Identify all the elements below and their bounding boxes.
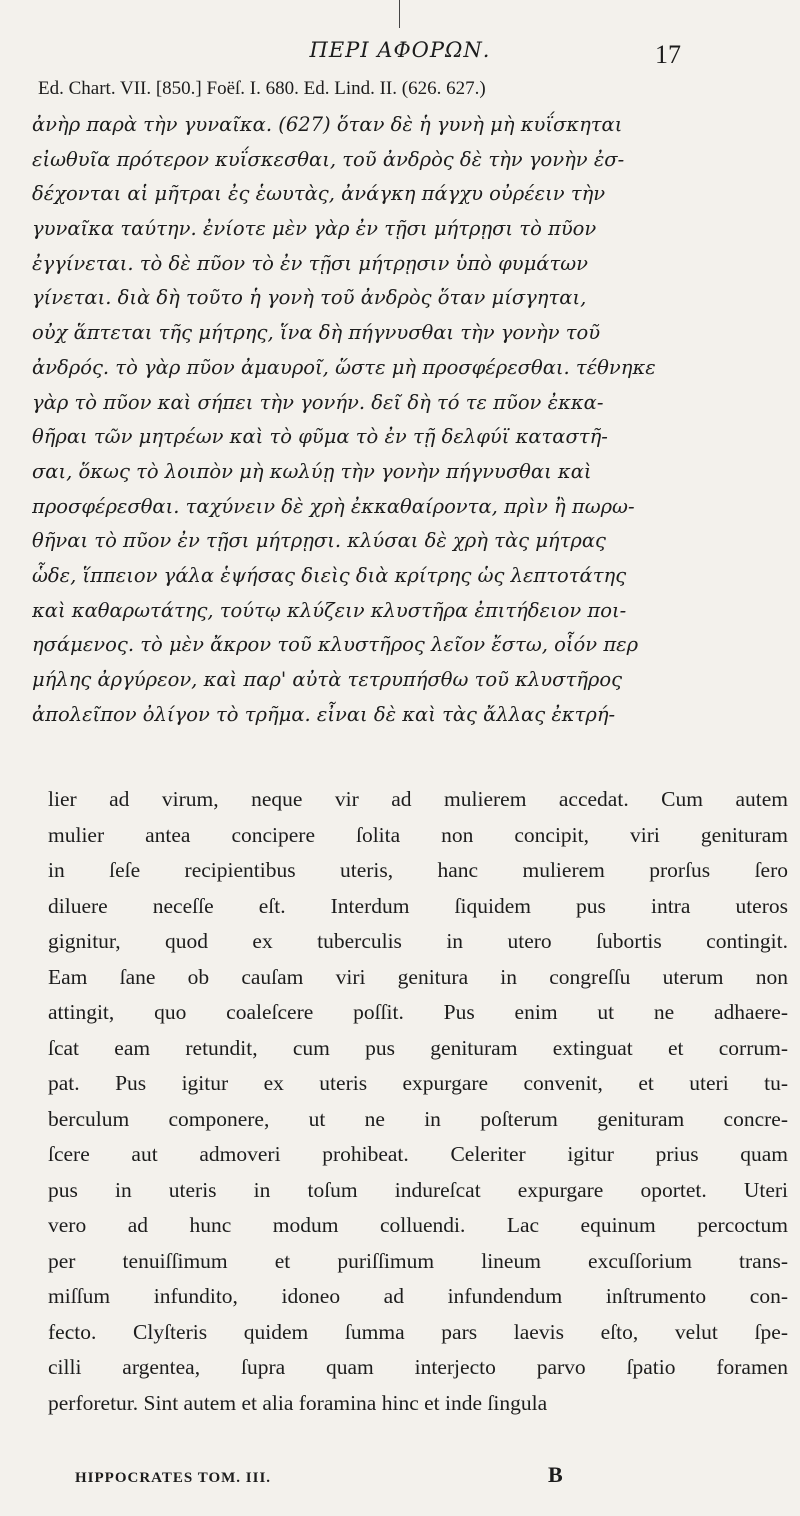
greek-line: ἀπολεῖπον ὀλίγον τὸ τρῆμα. εἶναι δὲ καὶ τὰς ἄλλας ἐκτρή- xyxy=(32,702,616,726)
greek-line: ἀνὴρ παρὰ τὴν γυναῖκα. (627) ὅταν δὲ ἡ γυνὴ μὴ κυΐσκηται xyxy=(32,113,623,136)
greek-line: σαι, ὅκως τὸ λοιπὸν μὴ κωλύῃ τὴν γονὴν πήγνυσθαι καὶ xyxy=(32,459,592,483)
latin-line: pus in uteris in toſum indureſcat expurgare oportet. Uteri xyxy=(48,1177,788,1202)
latin-line: pat. Pus igitur ex uteris expurgare convenit, et uteri tu- xyxy=(48,1071,788,1095)
latin-line: vero ad hunc modum colluendi. Lac equinum percoctum xyxy=(48,1213,788,1237)
greek-line: γὰρ τὸ πῦον καὶ σήπει τὴν γονήν. δεῖ δὴ τό τε πῦον ἐκκα- xyxy=(32,390,604,414)
latin-line: attingit, quo coaleſcere poſſit. Pus enim ut ne adhaere- xyxy=(48,1000,788,1024)
latin-line: berculum componere, ut ne in poſterum genituram concre- xyxy=(48,1106,788,1131)
greek-line: ὧδε, ἵππειον γάλα ἑψήσας διεὶς διὰ κρίτρης ὡς λεπτοτάτης xyxy=(32,563,627,587)
latin-line: diluere neceſſe eſt. Interdum ſiquidem pus intra uteros xyxy=(48,893,788,918)
greek-line: ησάμενος. τὸ μὲν ἄκρον τοῦ κλυστῆρος λεῖον ἔστω, οἷόν περ xyxy=(32,633,639,657)
signature-mark: B xyxy=(548,1462,563,1487)
greek-line: οὐχ ἅπτεται τῆς μήτρης, ἵνα δὴ πήγνυσθαι τὴν γονὴν τοῦ xyxy=(32,321,601,345)
greek-text-block xyxy=(32,108,782,732)
latin-line: fecto. Clyſteris quidem ſumma pars laevis eſto, velut ſpe- xyxy=(48,1319,788,1344)
latin-line: in ſeſe recipientibus uteris, hanc mulierem prorſus ſero xyxy=(48,858,788,882)
greek-line: μήλης ἀργύρεον, καὶ παρ' αὐτὰ τετρυπήσθω τοῦ κλυστῆρος xyxy=(32,668,623,691)
greek-line: ἐγγίνεται. τὸ δὲ πῦον τὸ ἐν τῇσι μήτρῃσιν ὑπὸ φυμάτων xyxy=(32,251,588,275)
page-number: 17 xyxy=(655,40,681,69)
greek-line: γίνεται. διὰ δὴ τοῦτο ἡ γονὴ τοῦ ἀνδρὸς ὅταν μίσγηται, xyxy=(32,286,587,310)
greek-line: θῆραι τῶν μητρέων καὶ τὸ φῦμα τὸ ἐν τῇ δελφύϊ καταστῆ- xyxy=(32,425,608,449)
greek-line: ἀνδρός. τὸ γὰρ πῦον ἀμαυροῖ, ὥστε μὴ προσφέρεσθαι. τέθνηκε xyxy=(32,355,656,379)
greek-line: δέχονται αἱ μῆτραι ἐς ἑωυτὰς, ἀνάγκη πάγχυ οὐρέειν τὴν xyxy=(32,182,606,206)
latin-line: cilli argentea, ſupra quam interjecto parvo ſpatio foramen xyxy=(48,1355,788,1379)
latin-line: ſcat eam retundit, cum pus genituram extinguat et corrum- xyxy=(48,1035,788,1060)
signature-line: HIPPOCRATES TOM. III. xyxy=(75,1470,272,1486)
latin-line: miſſum infundito, idoneo ad infundendum inſtrumento con- xyxy=(48,1284,788,1308)
edition-reference-line: Ed. Chart. VII. [850.] Foëſ. I. 680. Ed. Lind. II. (626. 627.) xyxy=(38,78,486,99)
margin-tick xyxy=(399,0,400,28)
greek-line: θῆναι τὸ πῦον ἐν τῇσι μήτρῃσι. κλύσαι δὲ χρὴ τὰς μήτρας xyxy=(32,529,606,553)
greek-line: εἰωθυῖα πρότερον κυΐσκεσθαι, τοῦ ἀνδρὸς δὲ τὴν γονὴν ἐσ- xyxy=(32,147,625,171)
greek-line: προσφέρεσθαι. ταχύνειν δὲ χρὴ ἐκκαθαίροντα, πρὶν ἢ πωρω- xyxy=(32,494,635,518)
latin-line: per tenuiſſimum et puriſſimum lineum excuſſorium trans- xyxy=(48,1248,788,1273)
latin-line: Eam ſane ob cauſam viri genitura in congreſſu uterum non xyxy=(48,964,788,989)
latin-line: gignitur, quod ex tuberculis in utero ſubortis contingit. xyxy=(48,929,788,953)
latin-line: perforetur. Sint autem et alia foramina hinc et inde ſingula xyxy=(48,1390,548,1415)
latin-line: mulier antea concipere ſolita non concipit, viri genituram xyxy=(48,822,788,847)
greek-line: καὶ καθαρωτάτης, τούτῳ κλύζειν κλυστῆρα ἐπιτήδειον ποι- xyxy=(32,598,627,622)
latin-line: lier ad virum, neque vir ad mulierem accedat. Cum autem xyxy=(48,787,788,811)
latin-line: ſcere aut admoveri prohibeat. Celeriter igitur prius quam xyxy=(48,1142,788,1166)
greek-line: γυναῖκα ταύτην. ἐνίοτε μὲν γὰρ ἐν τῇσι μήτρῃσι τὸ πῦον xyxy=(32,217,597,241)
running-title: ΠΕΡΙ ΑΦΟΡΩΝ. xyxy=(309,38,491,62)
latin-text-block xyxy=(48,782,788,1421)
